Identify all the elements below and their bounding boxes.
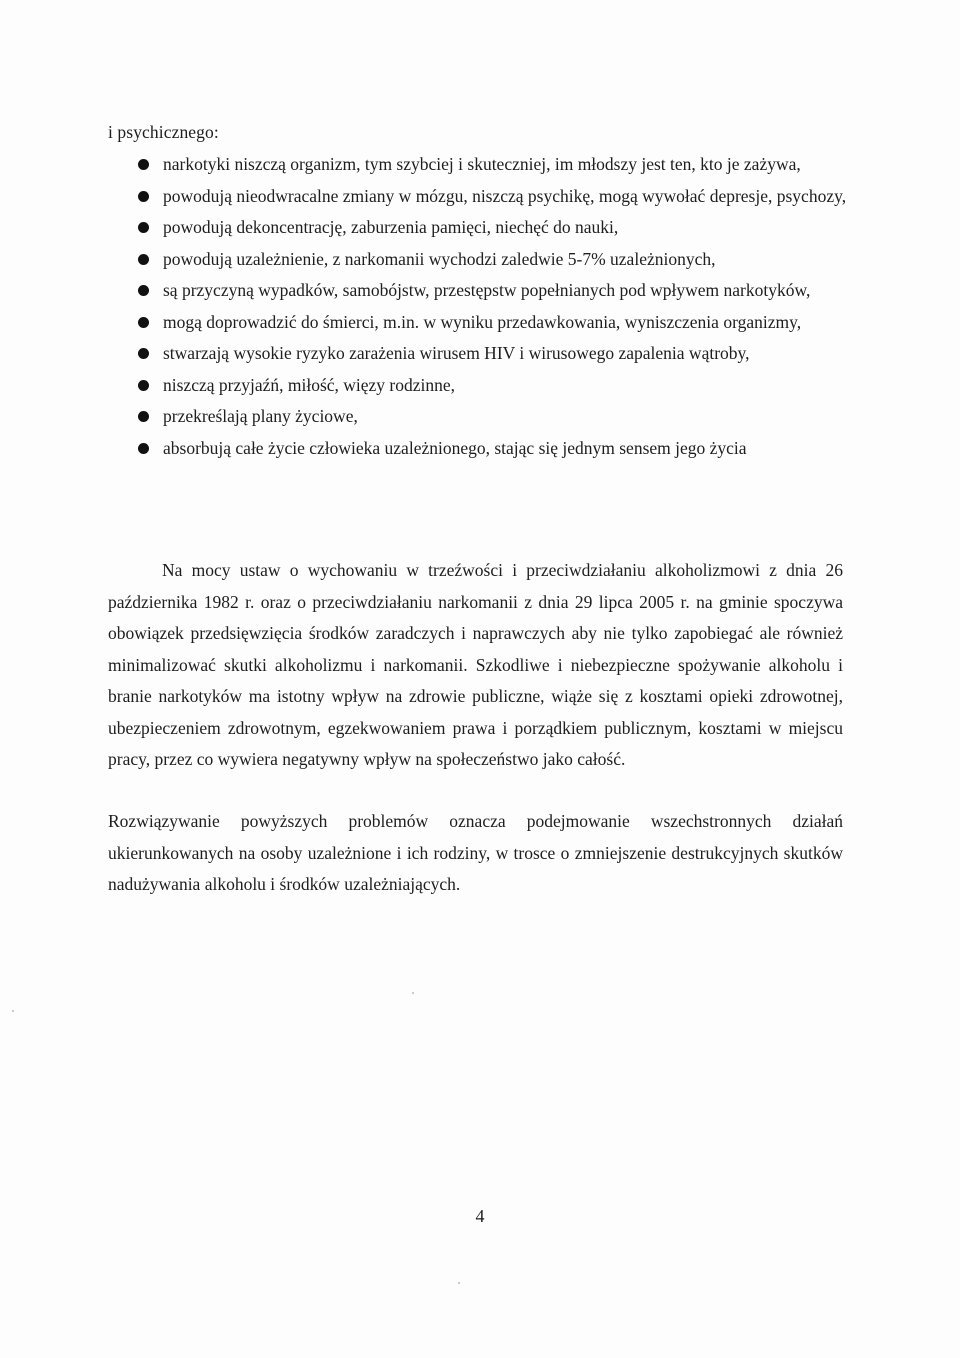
bullet-icon — [138, 254, 149, 265]
bullet-icon — [138, 222, 149, 233]
list-item-text: są przyczyną wypadków, samobójstw, przestępstw popełnianych pod wpływem narkotyków, — [163, 280, 811, 300]
list-item — [138, 244, 848, 276]
list-item-text: powodują dekoncentrację, zaburzenia pamięci, niechęć do nauki, — [163, 217, 619, 237]
list-item — [138, 275, 848, 307]
list-item-text: powodują uzależnienie, z narkomanii wychodzi zaledwie 5-7% uzależnionych, — [163, 248, 716, 269]
bullet-icon — [138, 285, 149, 296]
list-item — [138, 370, 848, 402]
bullet-icon — [138, 191, 149, 202]
intro-text: i psychicznego: — [108, 122, 219, 142]
list-item — [138, 307, 848, 339]
scan-speck — [458, 1282, 460, 1284]
body-paragraph-solutions: Rozwiązywanie powyższych problemów oznacza podejmowanie wszechstronnych działań ukierunkowanych na osoby uzależnione i ich rodziny, w trosce o zmniejszenie destrukcyjnych skutków nadużywania alkoholu i środków uzależniających. — [108, 811, 843, 894]
list-item — [138, 433, 848, 465]
scan-speck — [12, 1010, 14, 1012]
body-paragraph-legal-basis: Na mocy ustaw o wychowaniu w trzeźwości i przeciwdziałaniu alkoholizmowi z dnia 26 października 1982 r. oraz o przeciwdziałaniu narkomanii z dnia 29 lipca 2005 r. na gminie spoczywa obowiązek przedsięwzięcia środków zaradczych i naprawczych aby nie tylko zapobiegać ale również minimalizować skutki alkoholizmu i narkomanii. Szkodliwe i niebezpieczne spożywanie alkoholu i branie narkotyków ma istotny wpływ na zdrowie publiczne, wiąże się z kosztami opieki zdrowotnej, ubezpieczeniem zdrowotnym, egzekwowaniem prawa i porządkiem publicznym, kosztami w miejscu pracy, przez co wywiera negatywny wpływ na społeczeństwo jako całość. — [108, 560, 843, 769]
page-number: 4 — [475, 1206, 485, 1226]
list-item-text: absorbują całe życie człowieka uzależnionego, stając się jednym sensem jego życia — [163, 437, 747, 458]
bullet-icon — [138, 317, 149, 328]
list-item-text: niszczą przyjaźń, miłość, więzy rodzinne, — [163, 374, 456, 395]
list-item-text: stwarzają wysokie ryzyko zarażenia wirusem HIV i wirusowego zapalenia wątroby, — [163, 343, 750, 363]
list-item-text: mogą doprowadzić do śmierci, m.in. w wyniku przedawkowania, wyniszczenia organizmy, — [163, 311, 802, 332]
list-item — [138, 149, 848, 181]
list-item-text: narkotyki niszczą organizm, tym szybciej i skuteczniej, im młodszy jest ten, kto je zażywa, — [163, 154, 801, 174]
list-item-text: przekreślają plany życiowe, — [163, 406, 358, 426]
list-item — [138, 401, 848, 433]
bullet-icon — [138, 159, 149, 170]
list-item-text: powodują nieodwracalne zmiany w mózgu, niszczą psychikę, mogą wywołać depresje, psychozy, — [163, 185, 847, 206]
harms-bullet-list — [138, 149, 848, 464]
list-item — [138, 212, 848, 244]
list-item — [138, 181, 848, 213]
bullet-icon — [138, 411, 149, 422]
bullet-icon — [138, 443, 149, 454]
list-item — [138, 338, 848, 370]
bullet-icon — [138, 380, 149, 391]
bullet-icon — [138, 348, 149, 359]
scan-speck — [412, 992, 414, 994]
